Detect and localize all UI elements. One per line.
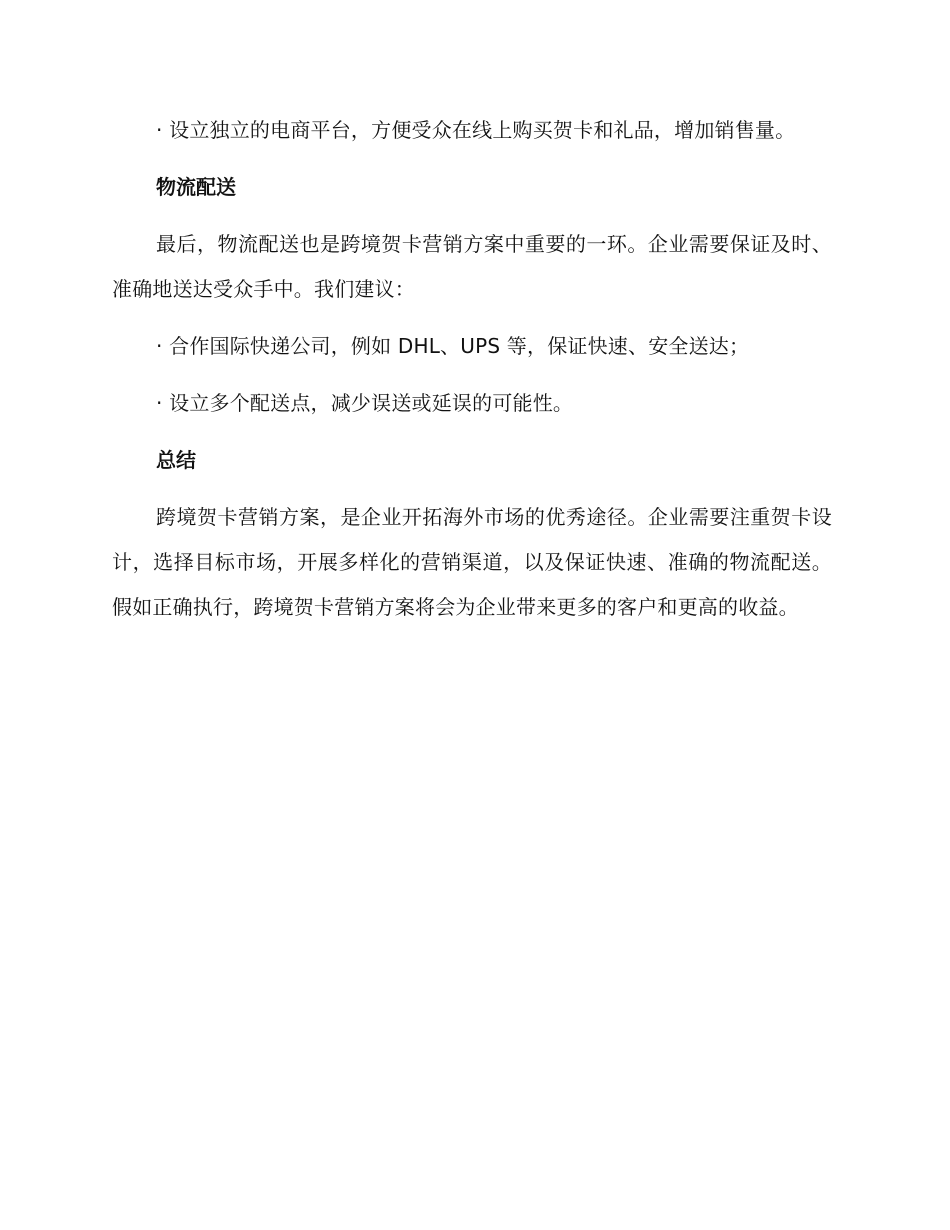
bullet-international-express: · 合作国际快递公司，例如 DHL、UPS 等，保证快速、安全送达； [156,334,750,358]
bullet-delivery-points: · 设立多个配送点，减少误送或延误的可能性。 [156,391,574,415]
document-page [112,108,832,630]
logistics-intro-paragraph: 最后，物流配送也是跨境贺卡营销方案中重要的一环。企业需要保证及时、准确地送达受众手中。我们建议： [112,232,832,301]
bullet-ecommerce-platform: · 设立独立的电商平台，方便受众在线上购买贺卡和礼品，增加销售量。 [156,118,796,142]
section-heading-summary: 总结 [156,448,196,472]
section-heading-logistics: 物流配送 [156,175,236,199]
summary-paragraph: 跨境贺卡营销方案，是企业开拓海外市场的优秀途径。企业需要注重贺卡设计，选择目标市场，开展多样化的营销渠道，以及保证快速、准确的物流配送。假如正确执行，跨境贺卡营销方案将会为企业带来更多的客户和更高的收益。 [112,505,832,619]
